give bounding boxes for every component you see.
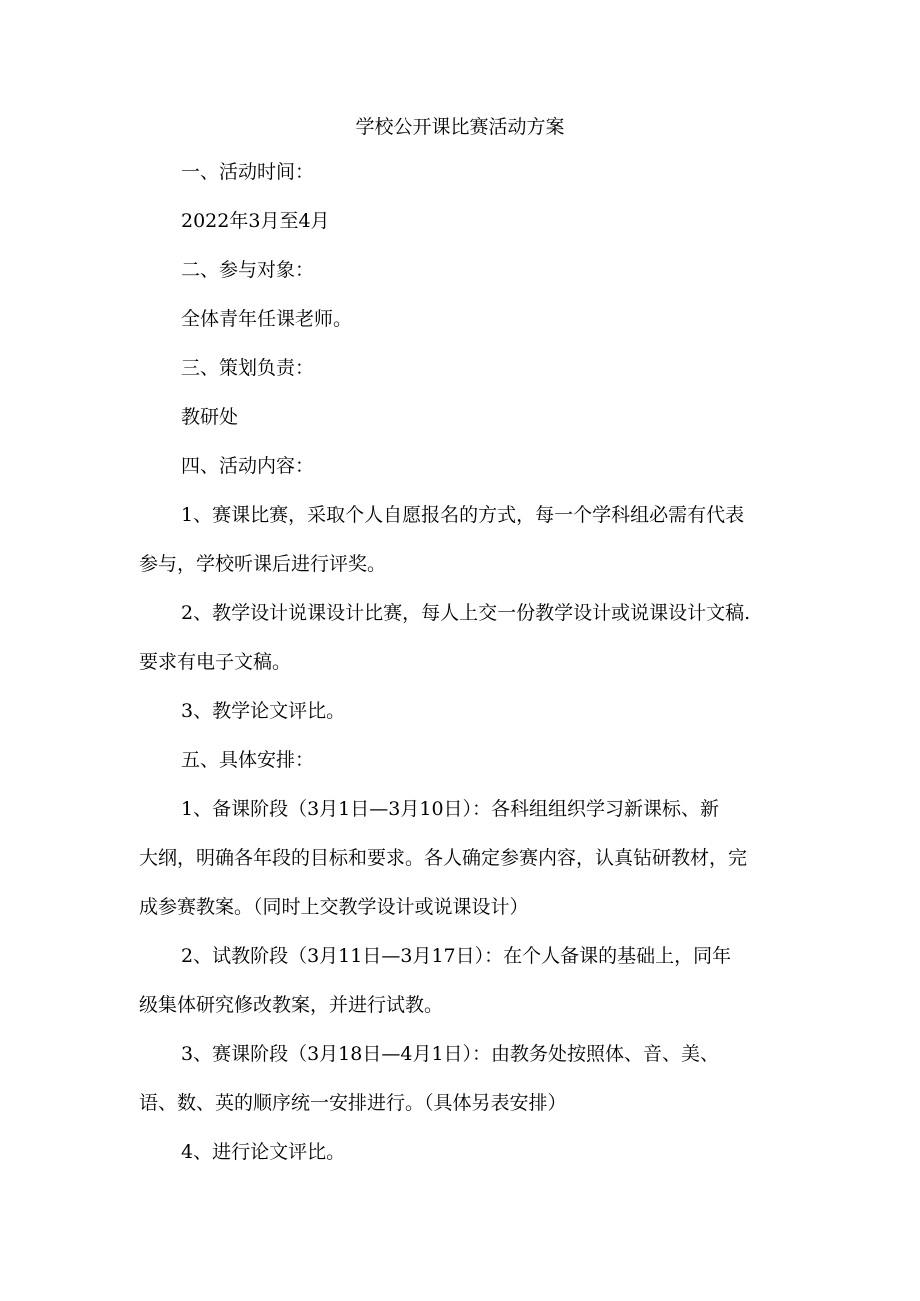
- heading-participants: 二、参与对象：: [181, 259, 315, 281]
- content-item-3: 3、教学论文评比。: [181, 700, 346, 722]
- schedule-item-1-line-1: 1、备课阶段（3月1日—3月10日）：各科组组织学习新课标、新: [181, 798, 720, 820]
- heading-activity-content: 四、活动内容：: [181, 455, 315, 477]
- schedule-item-2-line-2: 级集体研究修改教案，并进行试教。: [139, 994, 444, 1016]
- heading-schedule: 五、具体安排：: [181, 749, 315, 771]
- schedule-item-1-line-2: 大纲，明确各年段的目标和要求。各人确定参赛内容，认真钻研教材，完: [139, 847, 748, 869]
- content-item-1-line-1: 1、赛课比赛，采取个人自愿报名的方式，每一个学科组必需有代表: [181, 504, 745, 526]
- schedule-item-1-line-3: 成参赛教案。（同时上交教学设计或说课设计）: [139, 896, 529, 918]
- content-item-1-line-2: 参与，学校听课后进行评奖。: [139, 553, 387, 575]
- schedule-item-3-line-1: 3、赛课阶段（3月18日—4月1日）：由教务处按照体、音、美、: [181, 1043, 720, 1065]
- content-item-2-line-2: 要求有电子文稿。: [139, 651, 292, 673]
- content-item-2-line-1: 2、教学设计说课设计比赛，每人上交一份教学设计或说课设计文稿.: [181, 602, 751, 624]
- schedule-item-4: 4、进行论文评比。: [181, 1141, 346, 1163]
- participants-text: 全体青年任课老师。: [181, 308, 353, 330]
- activity-time-text: 2022年3月至4月: [181, 210, 330, 232]
- schedule-item-2-line-1: 2、试教阶段（3月11日—3月17日）：在个人备课的基础上，同年: [181, 945, 732, 967]
- organizer-text: 教研处: [181, 406, 239, 428]
- heading-activity-time: 一、活动时间：: [181, 161, 315, 183]
- document-title: 学校公开课比赛活动方案: [355, 116, 565, 138]
- heading-organizer: 三、策划负责：: [181, 357, 315, 379]
- schedule-item-3-line-2: 语、数、英的顺序统一安排进行。（具体另表安排）: [139, 1092, 567, 1114]
